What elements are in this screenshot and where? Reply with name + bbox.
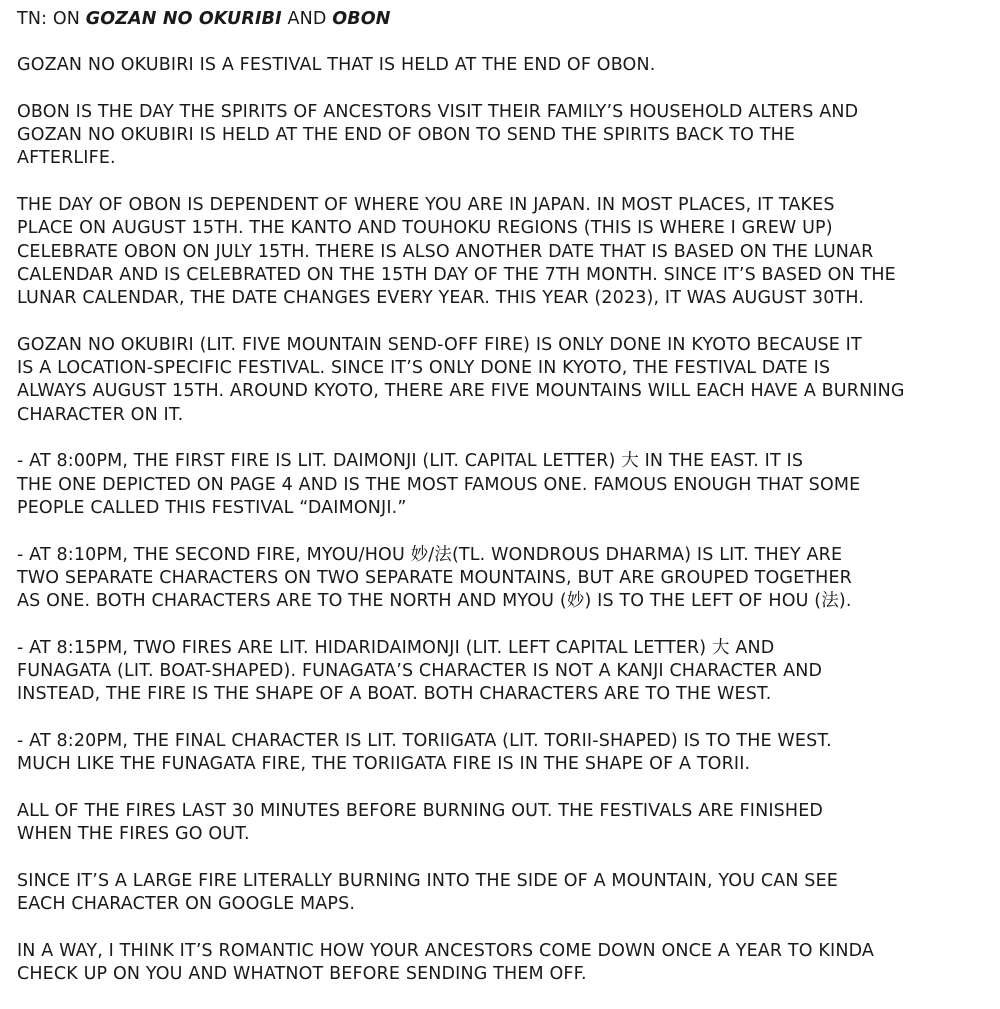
text-line: IS A LOCATION-SPECIFIC FESTIVAL. SINCE IT’S ONLY DONE IN KYOTO, THE FESTIVAL DATE IS — [17, 358, 831, 379]
paragraph — [17, 194, 983, 310]
text-line: ALL OF THE FIRES LAST 30 MINUTES BEFORE BURNING OUT. THE FESTIVALS ARE FINISHED — [17, 800, 824, 821]
title-term-gozan: GOZAN NO OKURIBI — [85, 9, 282, 29]
text-line: - AT 8:10PM, THE SECOND FIRE, MYOU/HOU 妙/法(TL. WONDROUS DHARMA) IS LIT. THEY ARE — [17, 544, 843, 565]
text-line: MUCH LIKE THE FUNAGATA FIRE, THE TORIIGATA FIRE IS IN THE SHAPE OF A TORII. — [17, 754, 751, 775]
text-line: CELEBRATE OBON ON JULY 15TH. THERE IS ALSO ANOTHER DATE THAT IS BASED ON THE LUNAR — [17, 241, 874, 262]
text-line: GOZAN NO OKUBIRI (LIT. FIVE MOUNTAIN SEND-OFF FIRE) IS ONLY DONE IN KYOTO BECAUSE IT — [17, 334, 862, 355]
text-line: - AT 8:15PM, TWO FIRES ARE LIT. HIDARIDAIMONJI (LIT. LEFT CAPITAL LETTER) 大 AND — [17, 637, 775, 658]
paragraph — [17, 940, 983, 987]
note-body — [17, 54, 983, 986]
paragraph — [17, 334, 983, 427]
text-line: - AT 8:00PM, THE FIRST FIRE IS LIT. DAIMONJI (LIT. CAPITAL LETTER) 大 IN THE EAST. IT IS — [17, 451, 804, 472]
paragraph — [17, 450, 983, 520]
note-title — [17, 8, 983, 31]
text-line: - AT 8:20PM, THE FINAL CHARACTER IS LIT. TORIIGATA (LIT. TORII-SHAPED) IS TO THE WEST. — [17, 730, 832, 751]
text-line: AS ONE. BOTH CHARACTERS ARE TO THE NORTH AND MYOU (妙) IS TO THE LEFT OF HOU (法). — [17, 591, 852, 612]
text-line: THE ONE DEPICTED ON PAGE 4 AND IS THE MOST FAMOUS ONE. FAMOUS ENOUGH THAT SOME — [17, 474, 861, 495]
text-line: FUNAGATA (LIT. BOAT-SHAPED). FUNAGATA’S CHARACTER IS NOT A KANJI CHARACTER AND — [17, 661, 823, 682]
text-line: AFTERLIFE. — [17, 148, 116, 169]
paragraph — [17, 544, 983, 614]
text-line: INSTEAD, THE FIRE IS THE SHAPE OF A BOAT. BOTH CHARACTERS ARE TO THE WEST. — [17, 684, 772, 705]
translator-note — [17, 8, 983, 1009]
paragraph — [17, 637, 983, 707]
text-line: SINCE IT’S A LARGE FIRE LITERALLY BURNING INTO THE SIDE OF A MOUNTAIN, YOU CAN SEE — [17, 870, 838, 891]
text-line: TWO SEPARATE CHARACTERS ON TWO SEPARATE MOUNTAINS, BUT ARE GROUPED TOGETHER — [17, 567, 852, 588]
text-line: CHECK UP ON YOU AND WHATNOT BEFORE SENDING THEM OFF. — [17, 963, 587, 984]
text-line: OBON IS THE DAY THE SPIRITS OF ANCESTORS VISIT THEIR FAMILY’S HOUSEHOLD ALTERS AND — [17, 101, 859, 122]
text-line: EACH CHARACTER ON GOOGLE MAPS. — [17, 893, 356, 914]
text-line: ALWAYS AUGUST 15TH. AROUND KYOTO, THERE ARE FIVE MOUNTAINS WILL EACH HAVE A BURNING — [17, 381, 905, 402]
text-line: WHEN THE FIRES GO OUT. — [17, 824, 250, 845]
text-line: CHARACTER ON IT. — [17, 404, 184, 425]
text-line: LUNAR CALENDAR, THE DATE CHANGES EVERY YEAR. THIS YEAR (2023), IT WAS AUGUST 30TH. — [17, 288, 865, 309]
text-line: PLACE ON AUGUST 15TH. THE KANTO AND TOUHOKU REGIONS (THIS IS WHERE I GREW UP) — [17, 218, 833, 239]
title-prefix: TN: ON — [17, 9, 86, 29]
text-line: GOZAN NO OKUBIRI IS HELD AT THE END OF OBON TO SEND THE SPIRITS BACK TO THE — [17, 125, 796, 146]
title-conjunction: AND — [281, 9, 333, 29]
paragraph — [17, 800, 983, 847]
paragraph — [17, 101, 983, 171]
title-term-obon: OBON — [332, 9, 391, 29]
text-line: CALENDAR AND IS CELEBRATED ON THE 15TH DAY OF THE 7TH MONTH. SINCE IT’S BASED ON THE — [17, 264, 896, 285]
paragraph — [17, 54, 983, 77]
text-line: THE DAY OF OBON IS DEPENDENT OF WHERE YOU ARE IN JAPAN. IN MOST PLACES, IT TAKES — [17, 195, 835, 216]
text-line: GOZAN NO OKUBIRI IS A FESTIVAL THAT IS HELD AT THE END OF OBON. — [17, 55, 656, 76]
text-line: PEOPLE CALLED THIS FESTIVAL “DAIMONJI.” — [17, 497, 407, 518]
paragraph — [17, 870, 983, 917]
text-line: IN A WAY, I THINK IT’S ROMANTIC HOW YOUR ANCESTORS COME DOWN ONCE A YEAR TO KINDA — [17, 940, 875, 961]
paragraph — [17, 730, 983, 777]
